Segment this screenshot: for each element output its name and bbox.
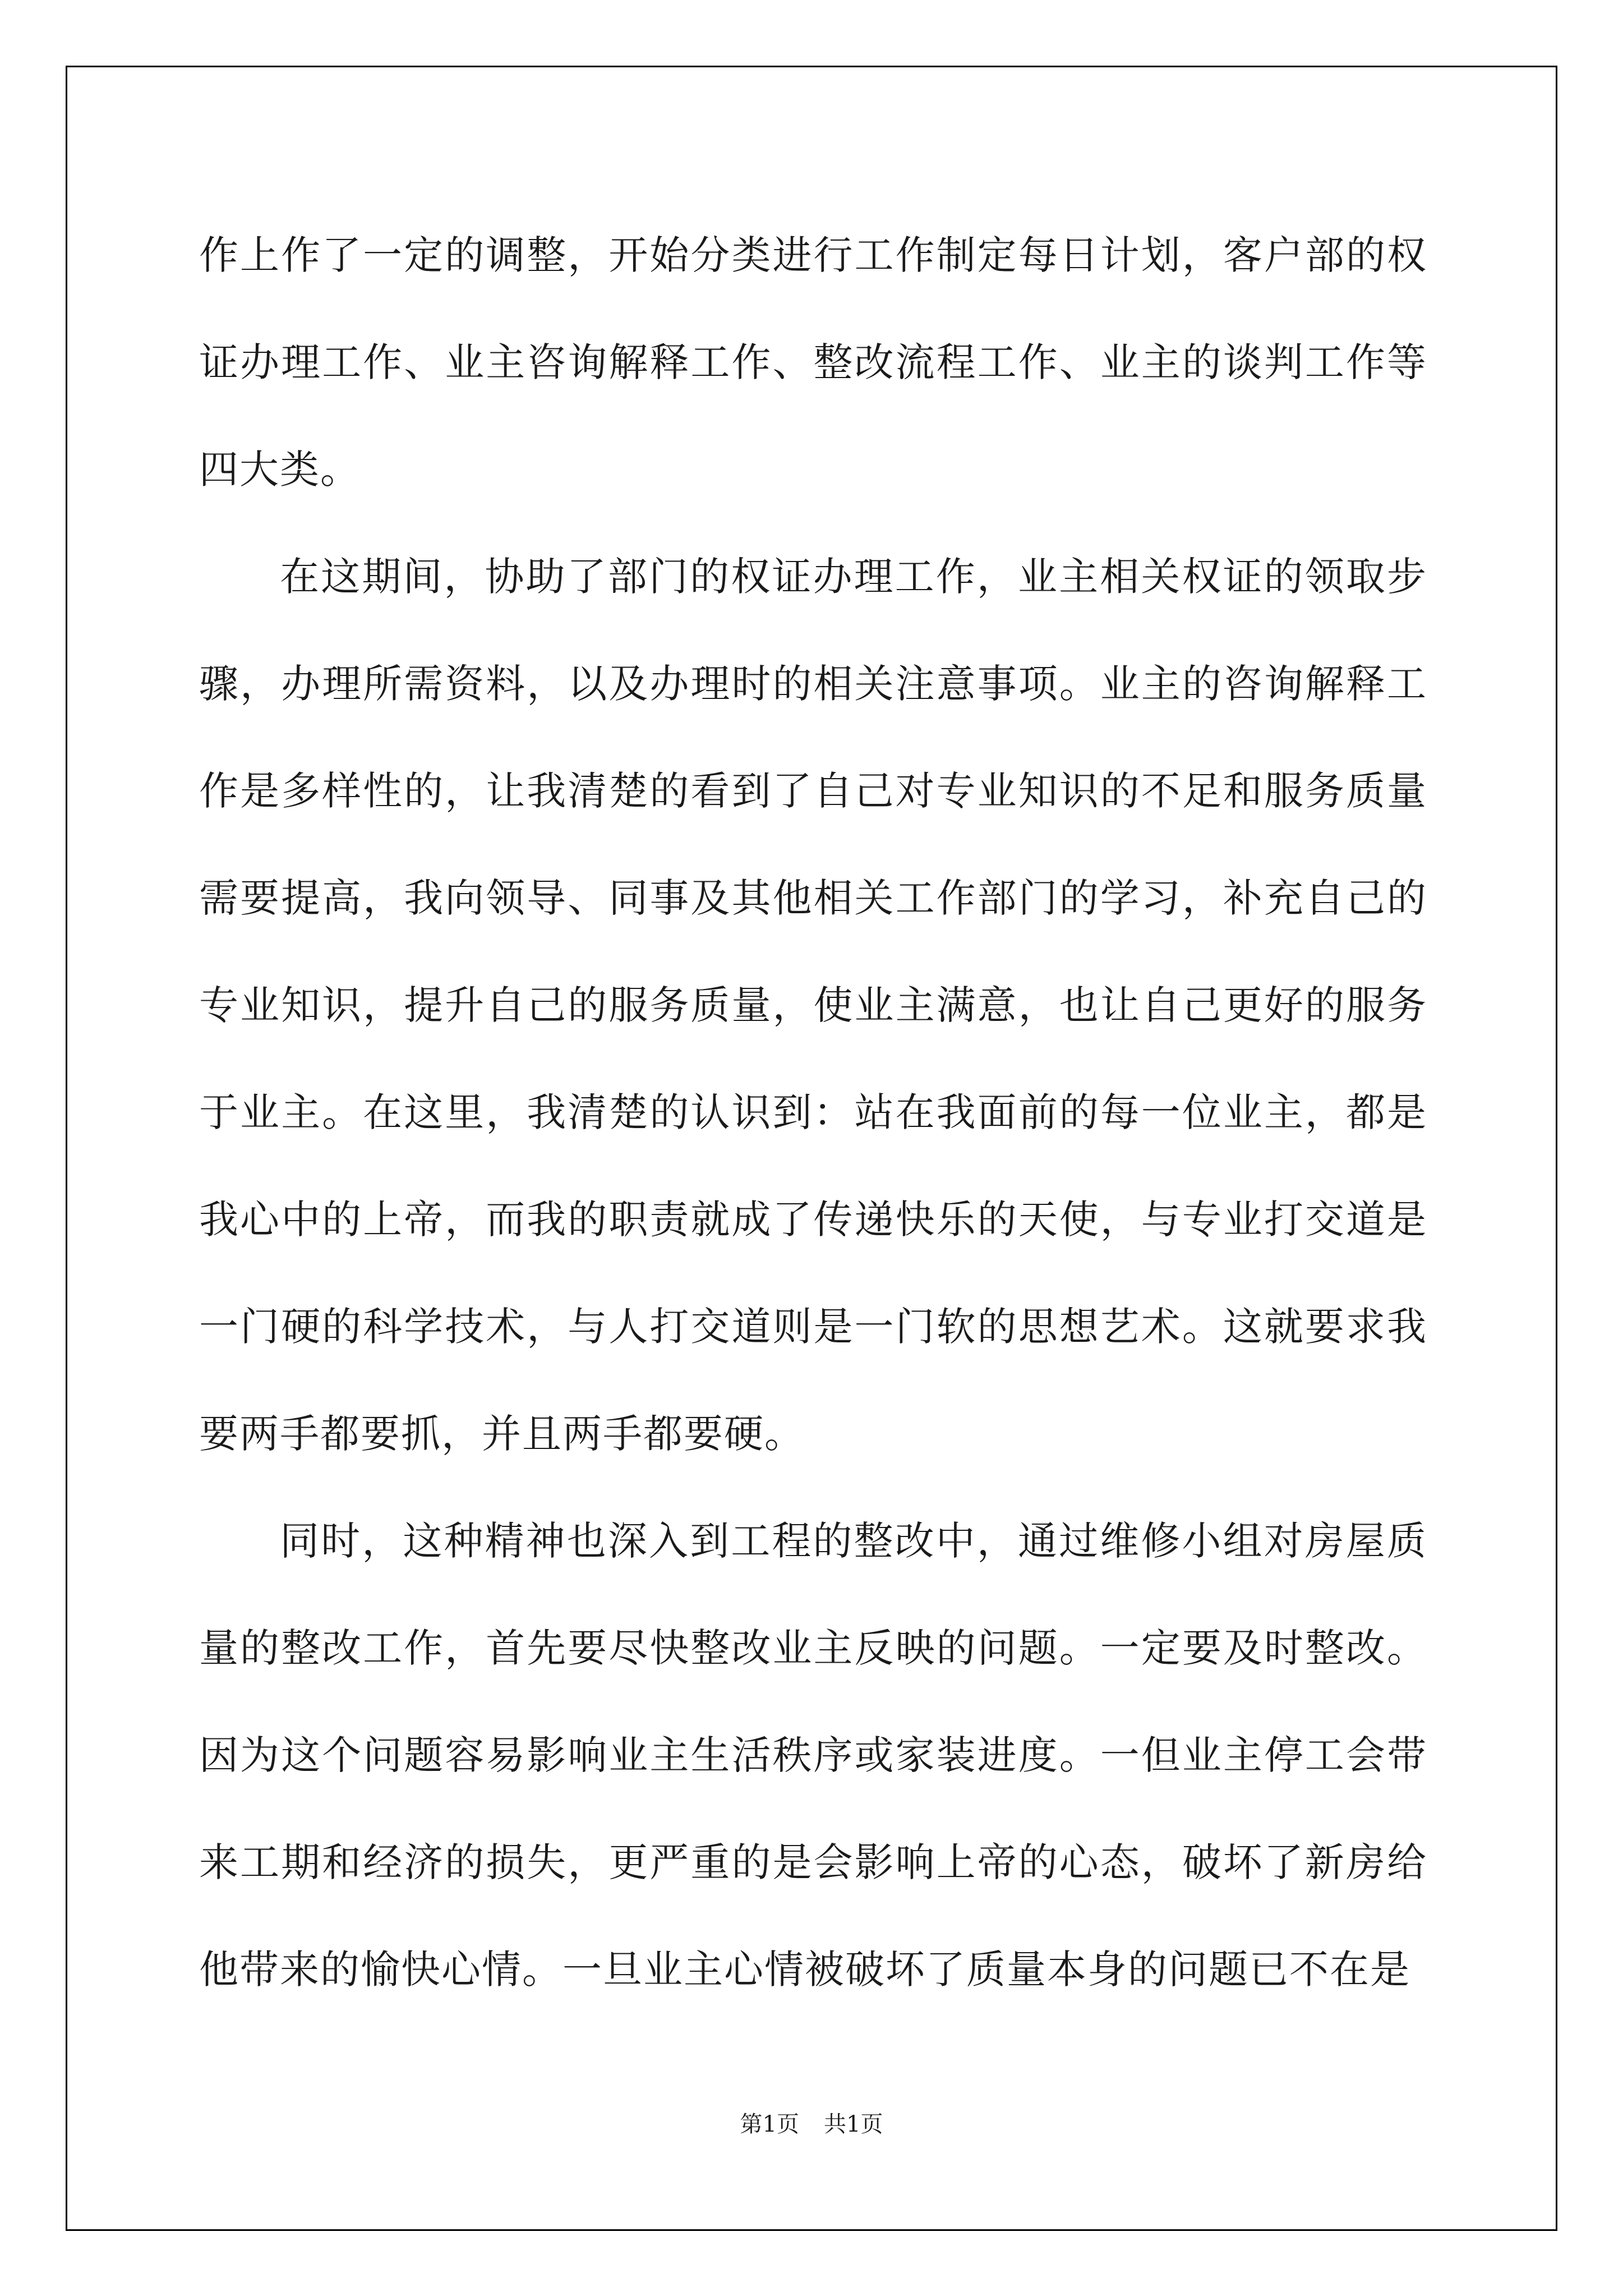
paragraph-2: 在这期间，协助了部门的权证办理工作，业主相关权证的领取步骤，办理所需资料，以及办理时的相关注意事项。业主的咨询解释工作是多样性的，让我清楚的看到了自己对专业知识的不足和服务质量需要提高，我向领导、同事及其他相关工作部门的学习，补充自己的专业知识，提升自己的服务质量，使业主满意，也让自己更好的服务于业主。在这里，我清楚的认识到：站在我面前的每一位业主，都是我心中的上帝，而我的职责就成了传递快乐的天使，与专业打交道是一门硬的科学技术，与人打交道则是一门软的思想艺术。这就要求我要两手都要抓，并且两手都要硬。 — [199, 554, 1427, 1457]
document-body — [199, 202, 1427, 2023]
page-number: 第1页 — [740, 2111, 799, 2137]
page-footer — [0, 2106, 1623, 2138]
page-total: 共1页 — [824, 2111, 883, 2137]
paragraph-3: 同时，这种精神也深入到工程的整改中，通过维修小组对房屋质量的整改工作，首先要尽快整改业主反映的问题。一定要及时整改。因为这个问题容易影响业主生活秩序或家装进度。一但业主停工会带来工期和经济的损失，更严重的是会影响上帝的心态，破坏了新房给他带来的愉快心情。一旦业主心情被破坏了质量本身的问题已不在是 — [199, 1518, 1427, 1993]
paragraph-1: 作上作了一定的调整，开始分类进行工作制定每日计划，客户部的权证办理工作、业主咨询解释工作、整改流程工作、业主的谈判工作等四大类。 — [199, 232, 1427, 493]
